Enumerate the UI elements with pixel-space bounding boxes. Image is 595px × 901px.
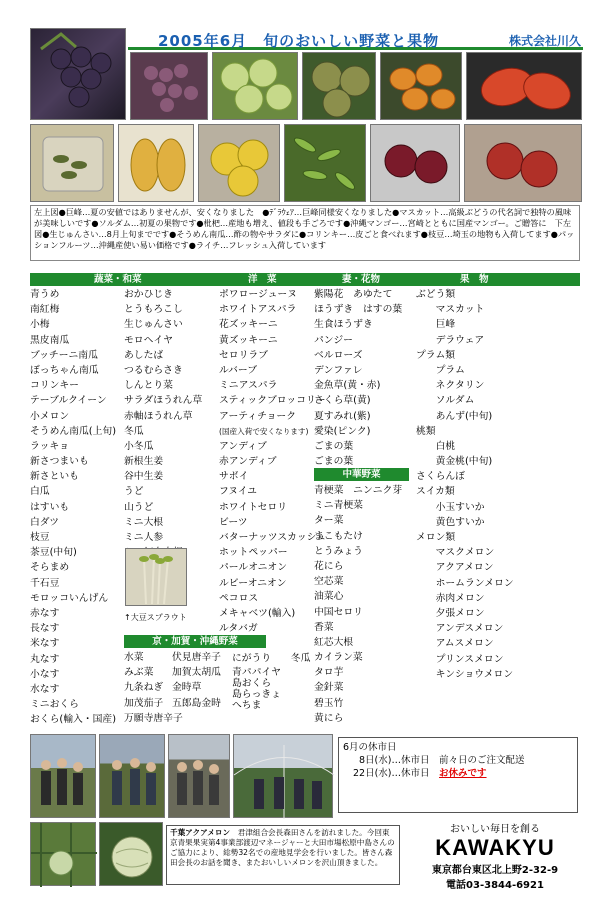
list-item: 丸なす	[30, 653, 60, 665]
list-item: 中国セロリ	[314, 606, 363, 618]
list-item: 赤なす	[30, 607, 60, 619]
list-item: パールオニオン	[219, 562, 287, 574]
holiday-line-2: 22日(水)…休市日 お休みです	[353, 768, 487, 779]
list-item: おかひじき	[124, 289, 173, 300]
list-item: キンショウメロン	[416, 668, 514, 680]
list-item: サラダほうれん草	[124, 395, 203, 407]
list-item: ター菜	[314, 515, 344, 527]
list-item: タロ芋	[314, 667, 344, 679]
list-vegetables-2	[124, 287, 219, 560]
company-name: 株式会社川久	[508, 34, 581, 48]
list-item: スイカ類	[416, 486, 455, 498]
list-item: 南紅梅	[30, 304, 60, 316]
list-item: しんとり菜	[124, 380, 173, 392]
list-item: ごまの葉	[314, 456, 354, 468]
list-item: まこもたけ	[314, 530, 363, 542]
header-tsuma: 妻・花物	[342, 274, 381, 285]
sprout-caption: ↑大豆スプラウト	[124, 613, 187, 622]
list-item: 紫陽花 あゆたて	[314, 289, 393, 300]
list-item: そうめん南瓜(上旬)	[30, 425, 117, 437]
photo-visit-group-1	[30, 734, 96, 818]
list-item: 米なす	[30, 638, 60, 650]
list-item: パンジー	[314, 334, 353, 346]
list-item: 夏すみれ(紫)	[314, 410, 371, 422]
list-item: ホワイトアスパラ	[219, 304, 297, 316]
list-kyoto	[124, 650, 234, 726]
list-item: マスカット	[416, 304, 485, 316]
photo-visit-group-3	[168, 734, 230, 818]
list-fruit	[416, 287, 581, 682]
list-item: バターナッツスカッシュ	[219, 532, 327, 543]
list-item: プラム類	[416, 349, 456, 361]
list-item: 新さつまいも	[30, 456, 89, 468]
header-chinese: 中華野菜	[314, 468, 409, 481]
list-item: ラッキョ	[30, 440, 69, 452]
list-item: 小メロン	[30, 410, 70, 422]
list-item: 赤アンディブ	[219, 456, 277, 468]
list-item: 黄にら	[314, 712, 344, 724]
list-item: みぶ菜 加賀太胡瓜	[124, 667, 221, 679]
list-item: とうみょう	[314, 545, 363, 557]
header-fruit: 果 物	[460, 274, 489, 285]
list-item: 小なす	[30, 668, 60, 680]
list-item: ミニおくら	[30, 699, 79, 711]
photo-visit-group-2	[99, 734, 165, 818]
list-item: 桃類	[416, 425, 436, 437]
slogan: おいしい毎日を創る	[450, 824, 540, 835]
list-item: プリンスメロン	[416, 653, 504, 665]
list-item: 水菜 伏見唐辛子	[124, 652, 221, 663]
list-item: サボイ	[219, 471, 249, 483]
list-item: ごまの葉	[314, 440, 354, 452]
photo-melon-vine	[30, 822, 96, 886]
list-okinawa	[232, 650, 312, 711]
list-item: (国産入荷で安くなります)	[219, 426, 309, 436]
header-kyoto: 京・加賀・沖縄野菜	[124, 635, 266, 648]
list-item: 小玉すいか	[416, 501, 485, 513]
list-item: ほうずき はすの葉	[314, 304, 403, 316]
list-item: セロリラブ	[219, 349, 268, 361]
list-item: ぼっちゃん南瓜	[30, 364, 99, 376]
list-item: アクアメロン	[416, 562, 494, 574]
list-item: 碧玉竹	[314, 697, 344, 709]
photo-delaware	[130, 52, 208, 120]
list-item: ミニアスパラ	[219, 380, 278, 392]
list-item: ミニ人参	[124, 532, 164, 543]
photo-somen-squash	[118, 124, 194, 202]
photo-korinki	[198, 124, 280, 202]
list-item: 香菜	[314, 621, 334, 633]
page-title: 2005年6月 旬のおいしい野菜と果物	[158, 32, 440, 50]
list-item: 島らっきょ	[232, 689, 281, 700]
list-item: とうもろこし	[124, 304, 183, 316]
list-item: へちま	[232, 700, 262, 711]
list-item: うど	[124, 486, 144, 498]
list-item: デラウェア	[416, 334, 485, 346]
list-item: 青梗菜 ニンニク芽	[314, 485, 403, 496]
list-item: ルバーブ	[219, 364, 258, 376]
list-item: 生食ほうずき	[314, 319, 373, 331]
list-item: あんず(中旬)	[416, 410, 493, 422]
list-item: 赤肉メロン	[416, 592, 485, 604]
list-item: コリンキー	[30, 380, 79, 392]
list-item: そらまめ	[30, 562, 70, 574]
list-item: フヌイユ	[219, 486, 257, 498]
list-item: 茶豆(中旬)	[30, 547, 77, 559]
list-item: ビーツ	[219, 516, 248, 528]
list-item: はすいも	[30, 501, 70, 513]
list-item: 金針菜	[314, 682, 344, 694]
visit-report	[166, 825, 400, 885]
list-item: 花にら	[314, 560, 344, 572]
holiday-notice	[338, 737, 578, 813]
list-tsuma	[314, 287, 414, 469]
list-item: 山うど	[124, 501, 154, 513]
list-item: ソルダム	[416, 395, 475, 407]
list-item: ホットペッパー	[219, 547, 288, 559]
list-item: テーブルクイーン	[30, 395, 107, 407]
photo-edamame	[284, 124, 366, 202]
list-item: カイラン菜	[314, 652, 363, 664]
visit-text: 君津組合会長森田さんを訪れました。今回東京青果果実第4事業部渡辺マネージャーと大田市場松原中島さんのご協力により、総勢32名での産地見学会を行いました。皆さん森田会長のお話を聞き、またおいしいメロンを沢山頂きました。	[170, 828, 395, 867]
list-item: 赤軸ほうれん草	[124, 410, 193, 422]
list-item: ミニ大根	[124, 516, 164, 528]
list-item: つるむらさき	[124, 364, 183, 376]
list-item: 水なす	[30, 683, 60, 695]
list-item: スティックブロッコリー	[219, 395, 326, 407]
photo-lychee	[464, 124, 582, 202]
holiday-line-1: 8日(水)…休市日 前々日のご注文配送	[359, 755, 525, 766]
list-item: 黒皮南瓜	[30, 334, 70, 346]
address: 東京都台東区北上野2-32-9	[431, 865, 559, 876]
header-vegetables: 蔬菜・和菜	[94, 274, 142, 285]
list-item: 九条ねぎ 金時草	[124, 682, 202, 694]
list-item: 千石豆	[30, 577, 60, 589]
list-item: 青パパイヤ	[232, 667, 281, 678]
list-item: 島おくら	[232, 678, 272, 689]
photo-soy-sprout	[125, 548, 187, 606]
list-item: 金魚草(黄・赤)	[314, 380, 381, 392]
title-bar	[128, 28, 583, 50]
list-item: ルビーオニオン	[219, 577, 287, 589]
brand-logo: KAWAKYU	[435, 835, 555, 860]
list-item: ブッチーニ南瓜	[30, 349, 98, 361]
list-item: 黄色すいか	[416, 516, 485, 528]
list-item: あしたば	[124, 349, 164, 361]
list-item: 花ズッキーニ	[219, 319, 278, 331]
photo-kyoho	[30, 28, 126, 120]
list-item: 谷中生姜	[124, 471, 164, 483]
list-item: にがうり 冬瓜	[232, 653, 311, 664]
list-item: 新根生姜	[124, 456, 164, 468]
photo-melon	[99, 822, 163, 886]
list-item: ホワイトセロリ	[219, 501, 287, 513]
list-item: 小梅	[30, 319, 50, 331]
list-vegetables-1	[30, 287, 125, 727]
list-item: さくら草(黄)	[314, 395, 371, 407]
list-item: 生じゅんさい	[124, 319, 183, 331]
list-item: 冬瓜	[124, 425, 144, 437]
product-description: 左上図●巨峰…夏の安値ではありませんが、安くなりました ●ﾃﾞﾗｳｪｱ…巨峰同様安くなりました●マスカット…高級ぶどうの代名詞で独特の風味が美味しいです●ソルダム…初夏の果物です●枇杷…産地も増え、値段も手ごろです●沖縄マンゴー…宮崎とともに国産マンゴー。ご贈答に 下左図●生じゅんさい…8月上旬までです●そうめん南瓜…酢の物やサラダに●コリンキー…皮ごと食べれます●枝豆…埼玉の地物も入荷してます●パッションフルーツ…沖縄産使い易い価格です●ライチ…フレッシュ入荷しています	[30, 205, 580, 261]
photo-passion-fruit	[370, 124, 460, 202]
photo-junsai	[30, 124, 114, 202]
list-item: ポワロージューヌ	[219, 289, 297, 300]
list-item: おくら(輸入・国産)	[30, 714, 117, 726]
list-item: アンディブ	[219, 440, 267, 452]
list-item: 新さといも	[30, 471, 79, 483]
list-item: デンファレ	[314, 364, 363, 376]
list-item: 愛染(ピンク)	[314, 425, 371, 437]
list-item: ぶどう類	[416, 289, 456, 300]
photo-greenhouse	[233, 734, 333, 818]
list-item: 長なす	[30, 623, 60, 635]
list-item: 加茂茄子 五郎島金時	[124, 697, 221, 709]
list-item: マスクメロン	[416, 547, 495, 559]
list-item: 万願寺唐辛子	[124, 712, 183, 724]
list-item: 黄金桃(中旬)	[416, 456, 493, 468]
list-item: ミニ青梗菜	[314, 500, 363, 512]
list-item: 黄ズッキーニ	[219, 334, 278, 346]
list-item: ネクタリン	[416, 380, 485, 392]
holiday-title: 6月の休市日	[343, 742, 397, 753]
phone: 電話03-3844-6921	[446, 880, 544, 891]
photo-soldam	[302, 52, 376, 120]
list-item: ルタバガ	[219, 623, 258, 635]
list-item: 白瓜	[30, 486, 50, 498]
list-item: アンデスメロン	[416, 623, 504, 635]
list-item: アーティチョーク	[219, 410, 297, 422]
company-footer	[405, 820, 585, 891]
list-item: ベルローズ	[314, 349, 363, 361]
list-item: アムスメロン	[416, 638, 494, 650]
list-chinese	[314, 483, 414, 726]
list-item: モロヘイヤ	[124, 334, 173, 346]
list-item: メキャベツ(輸入)	[219, 607, 296, 619]
header-western: 洋 菜	[248, 274, 277, 285]
list-item: 夕張メロン	[416, 607, 485, 619]
list-item: 白桃	[416, 440, 456, 452]
holiday-closed: お休みです	[439, 768, 487, 779]
list-item: モロッコいんげん	[30, 592, 109, 604]
list-item: 巨峰	[416, 319, 456, 331]
list-item: 空芯菜	[314, 576, 344, 588]
list-item: ホームランメロン	[416, 577, 514, 589]
photo-mango	[466, 52, 582, 120]
list-item: さくらんぼ	[416, 471, 465, 483]
list-item: 枝豆	[30, 532, 50, 543]
list-item: メロン類	[416, 532, 456, 543]
photo-loquat	[380, 52, 462, 120]
photo-muscat	[212, 52, 298, 120]
list-item: プラム	[416, 364, 465, 376]
list-item: 小冬瓜	[124, 440, 154, 452]
list-item: 油菜心	[314, 591, 344, 603]
list-item: 白ダツ	[30, 516, 60, 528]
list-item: ペコロス	[219, 592, 259, 604]
list-item: 紅芯大根	[314, 636, 354, 648]
visit-heading: 千葉アクアメロン	[170, 828, 231, 837]
list-item: 青うめ	[30, 289, 60, 300]
